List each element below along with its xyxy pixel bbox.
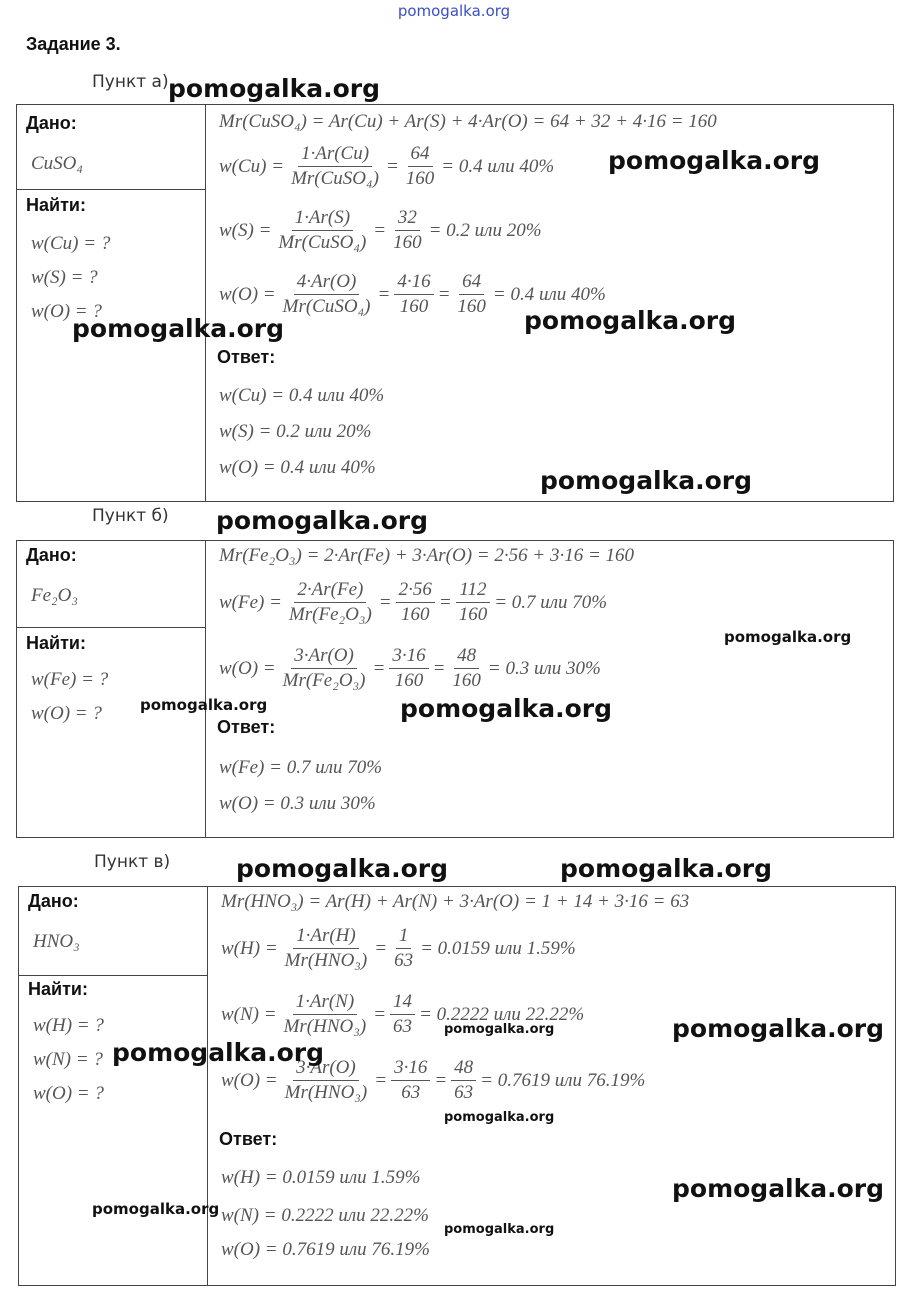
numerator: 1·Ar(S) (292, 207, 353, 231)
numerator: 4·Ar(O) (294, 271, 360, 295)
given-column (17, 105, 206, 501)
numerator: 64 (408, 143, 433, 167)
given-formula: CuSO₄ (31, 153, 83, 174)
calc-result: = 0.0159 или 1.59% (420, 937, 576, 959)
denominator: 63 (454, 1082, 474, 1103)
find-item: w(Fe) = ? (31, 669, 109, 690)
denominator: Mr(HNO₃) (283, 1016, 367, 1037)
find-item: w(S) = ? (31, 267, 98, 288)
numerator: 32 (395, 207, 420, 231)
fraction (391, 1057, 430, 1104)
denominator: Mr(Fe₂O₃) (288, 604, 372, 625)
denominator: 63 (401, 1082, 421, 1103)
given-cell (19, 887, 207, 976)
find-item: w(O) = ? (33, 1083, 104, 1104)
calc-row: w(N) = 1·Ar(N) Mr(HNO₃) = $\frac{14}{63}$ = 0.2222 или 22.22% (221, 991, 585, 1037)
fraction (288, 143, 382, 190)
denominator: 63 (394, 950, 414, 971)
find-label: Найти: (28, 979, 88, 999)
calc-result: = 0.7 или 70% (494, 591, 608, 613)
denominator: 160 (457, 296, 486, 317)
denominator: Mr(CuSO₄) (282, 296, 371, 317)
fraction (282, 925, 371, 972)
calc-row: w(Cu) = 1·Ar(Cu) Mr(CuSO₄) = $\frac{64}{160}$ = 0.4 или 40% (219, 143, 555, 189)
watermark: pomogalka.org (724, 628, 852, 646)
calc-result: = 0.2222 или 22.22% (419, 1003, 585, 1025)
watermark: pomogalka.org (524, 306, 737, 335)
fraction (456, 579, 491, 626)
answer-item: w(O) = 0.3 или 30% (219, 793, 376, 814)
watermark: pomogalka.org (140, 696, 268, 714)
answer-item: w(O) = 0.7619 или 76.19% (221, 1239, 430, 1260)
fraction (391, 925, 416, 972)
answer-item: w(H) = 0.0159 или 1.59% (221, 1167, 421, 1188)
fraction (390, 991, 415, 1038)
given-formula: HNO₃ (33, 931, 80, 952)
calc-row: w(O) = 4·Ar(O) Mr(CuSO₄) = $\frac{4\cdot 16}{160}$ = $\frac{64}{160}$ = 0.4 или 40% (219, 271, 606, 317)
denominator: Mr(CuSO₄) (278, 232, 367, 253)
part-b-table (16, 540, 894, 838)
answer-label: Ответ: (219, 1129, 278, 1149)
denominator: 160 (399, 296, 429, 317)
watermark: pomogalka.org (444, 1022, 555, 1037)
numerator: 14 (390, 991, 415, 1015)
find-item: w(N) = ? (33, 1049, 103, 1070)
fraction (451, 1057, 476, 1104)
part-c-label: Пункт в) (94, 852, 171, 872)
watermark: pomogalka.org (608, 146, 821, 175)
fraction (394, 271, 433, 318)
fraction (286, 579, 375, 626)
calc-lhs: w(N) = (221, 1003, 277, 1025)
calc-lhs: w(H) = (221, 937, 278, 959)
denominator: 160 (458, 604, 488, 625)
numerator: 2·56 (396, 579, 435, 603)
find-label: Найти: (26, 633, 86, 653)
fraction (454, 271, 489, 318)
watermark: pomogalka.org (236, 854, 449, 883)
given-column (17, 541, 206, 837)
denominator: 160 (401, 604, 430, 625)
given-cell (17, 105, 205, 190)
given-column (19, 887, 208, 1285)
calc-lhs: w(O) = (219, 283, 276, 305)
fraction (390, 207, 425, 254)
task-heading: Задание 3. (26, 34, 121, 54)
find-item: w(Cu) = ? (31, 233, 111, 254)
given-label: Дано: (28, 891, 79, 911)
calc-lhs: w(Fe) = (219, 591, 282, 613)
denominator: Mr(HNO₃) (284, 1082, 368, 1103)
numerator: 3·Ar(O) (293, 1057, 359, 1081)
answer-item: w(S) = 0.2 или 20% (219, 421, 372, 442)
denominator: Mr(CuSO₄) (291, 168, 379, 189)
find-item: w(H) = ? (33, 1015, 104, 1036)
answer-label: Ответ: (217, 347, 276, 367)
fraction (403, 143, 438, 190)
numerator: 48 (451, 1057, 476, 1081)
watermark: pomogalka.org (112, 1038, 325, 1067)
given-label: Дано: (26, 113, 77, 133)
calc-lhs: w(Cu) = (219, 155, 285, 177)
watermark: pomogalka.org (672, 1014, 885, 1043)
calc-result: = 0.7619 или 76.19% (480, 1069, 646, 1091)
numerator: 1·Ar(N) (293, 991, 358, 1015)
watermark: pomogalka.org (72, 314, 285, 343)
given-label: Дано: (26, 545, 77, 565)
calc-result: = 0.4 или 40% (441, 155, 555, 177)
numerator: 1·Ar(Cu) (298, 143, 372, 167)
watermark: pomogalka.org (444, 1110, 555, 1125)
answer-item: w(Cu) = 0.4 или 40% (219, 385, 385, 406)
calc-row: w(O) = $\frac{3\cdot Ar(O)}{\text{Mr(Fe₂O₃)}}$ = $\frac{3\cdot 16}{160}$ = $\frac{48}{160}$ = 0.3 или 30% (219, 645, 601, 691)
numerator: 3·Ar(O) (291, 645, 357, 669)
calc-result: = 0.2 или 20% (428, 219, 542, 241)
answer-item: w(O) = 0.4 или 40% (219, 457, 376, 478)
watermark: pomogalka.org (540, 466, 753, 495)
calc-result: = 0.4 или 40% (492, 283, 606, 305)
numerator: 48 (454, 645, 479, 669)
find-item: w(O) = ? (31, 703, 102, 724)
denominator: 160 (393, 232, 422, 253)
numerator: 64 (459, 271, 484, 295)
calc-lhs: w(O) = (221, 1069, 278, 1091)
part-a-label: Пункт а) (92, 72, 169, 92)
numerator: 1 (396, 925, 412, 949)
numerator: 1·Ar(H) (293, 925, 359, 949)
numerator: 4·16 (394, 271, 433, 295)
watermark: pomogalka.org (400, 694, 613, 723)
calc-result: = 0.3 или 30% (487, 657, 601, 679)
denominator: 160 (405, 168, 435, 189)
numerator: 3·16 (391, 1057, 430, 1081)
denominator: Mr(Fe₂O₃) (282, 670, 366, 691)
denominator: 160 (394, 670, 424, 691)
watermark: pomogalka.org (92, 1200, 220, 1218)
molar-mass-line: Mr(HNO₃) = Ar(H) + Ar(N) + 3·Ar(O) = 1 + 14 + 3·16 = 63 (221, 891, 690, 912)
fraction (281, 991, 370, 1038)
answer-item: w(N) = 0.2222 или 22.22% (221, 1205, 429, 1226)
numerator: 112 (456, 579, 489, 603)
given-cell (17, 541, 205, 628)
denominator: 160 (452, 670, 481, 691)
find-item: w(O) = ? (31, 301, 102, 322)
molar-mass-line: Mr(Fe₂O₃) = 2·Ar(Fe) + 3·Ar(O) = 2·56 + 3·16 = 160 (219, 545, 635, 566)
fraction (280, 271, 374, 318)
calc-row: w(O) = 3·Ar(O) Mr(HNO₃) = $\frac{3\cdot 16}{63}$ = $\frac{48}{63}$ = 0.7619 или 76.19% (221, 1057, 646, 1103)
part-b-label: Пункт б) (92, 506, 169, 526)
denominator: 63 (393, 1016, 413, 1037)
molar-mass-line: Mr(CuSO₄) = Ar(Cu) + Ar(S) + 4·Ar(O) = 64 + 32 + 4·16 = 160 (219, 111, 717, 132)
watermark: pomogalka.org (168, 74, 381, 103)
answer-label: Ответ: (217, 717, 276, 737)
fraction (396, 579, 435, 626)
given-formula: Fe₂O₃ (31, 585, 78, 606)
fraction (389, 645, 428, 692)
watermark: pomogalka.org (672, 1174, 885, 1203)
site-link[interactable]: pomogalka.org (397, 2, 511, 20)
watermark: pomogalka.org (216, 506, 429, 535)
answer-item: w(Fe) = 0.7 или 70% (219, 757, 383, 778)
fraction (280, 645, 369, 692)
calc-lhs: w(S) = (219, 219, 272, 241)
calc-lhs: w(O) = (219, 657, 276, 679)
fraction (449, 645, 484, 692)
calc-row: w(S) = 1·Ar(S) Mr(CuSO₄) = $\frac{32}{160}$ = 0.2 или 20% (219, 207, 542, 253)
denominator: Mr(HNO₃) (284, 950, 368, 971)
fraction (275, 207, 369, 254)
find-label: Найти: (26, 195, 86, 215)
numerator: 2·Ar(Fe) (294, 579, 366, 603)
calc-row: w(H) = 1·Ar(H) Mr(HNO₃) = $\frac{1}{63}$ = 0.0159 или 1.59% (221, 925, 576, 971)
watermark: pomogalka.org (444, 1222, 555, 1237)
watermark: pomogalka.org (560, 854, 773, 883)
numerator: 3·16 (389, 645, 428, 669)
calc-row: w(Fe) = $\frac{2\cdot Ar(Fe)}{\text{Mr(Fe₂O₃)}}$ = $\frac{2\cdot 56}{160}$ = $\frac{112}{160}$ = 0.7 или 70% (219, 579, 608, 625)
